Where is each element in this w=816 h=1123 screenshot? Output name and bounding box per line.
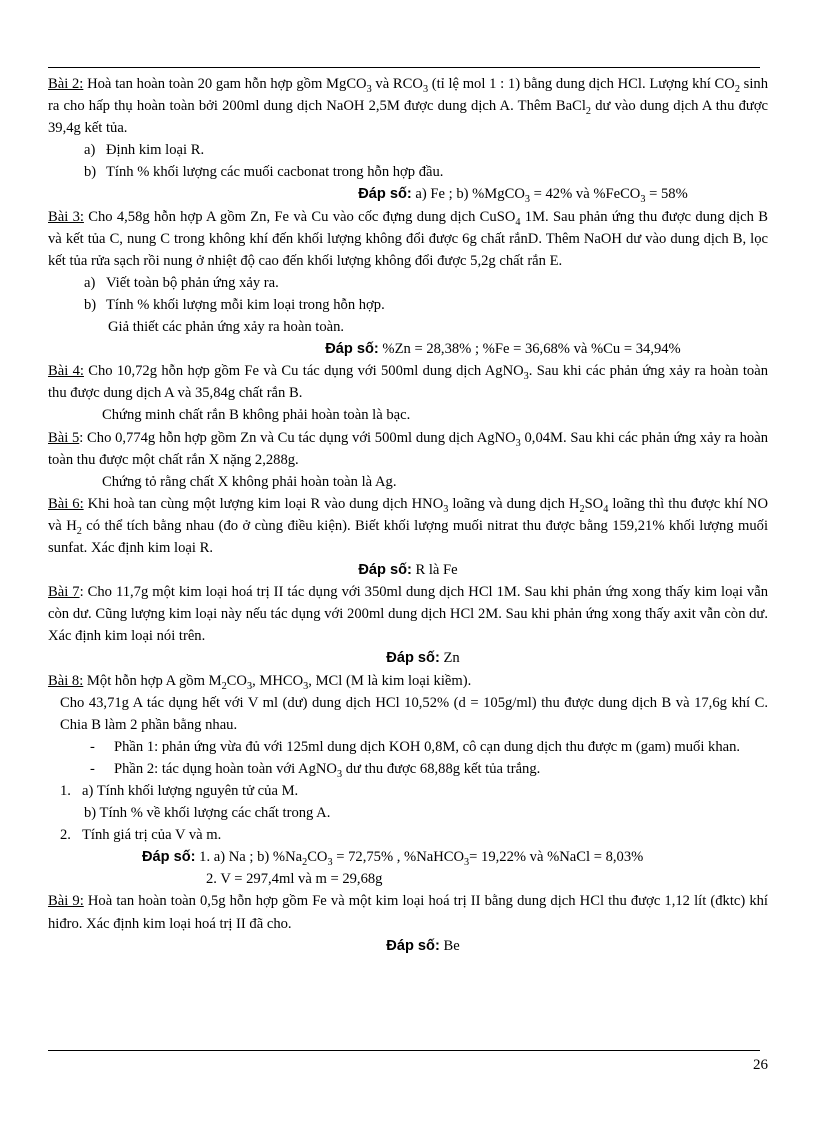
bai3-item-a (48, 272, 768, 294)
bai4-text: Cho 10,72g hỗn hợp gồm Fe và Cu tác dụng với 500ml dung dịch AgNO$_3$. Sau khi các phản ứng xảy ra hoàn toàn thu được dung dịch A và 35,84g chất rắn B. (48, 363, 768, 402)
bai6-answer-text: R là Fe (411, 562, 458, 579)
bai8-part2-dash: - (90, 760, 95, 777)
bai8-q1a-text: a) Tính khối lượng nguyên tử của M. (82, 783, 299, 799)
bai8-answer-label: Đáp số: (142, 849, 196, 866)
bai3-a-text: Viết toàn bộ phản ứng xảy ra. (106, 274, 279, 291)
bai3-answer-label: Đáp số: (325, 341, 379, 358)
bai2-item-b (48, 161, 768, 183)
bai5-prove: Chứng tỏ rằng chất X không phải hoàn toàn là Ag. (102, 473, 397, 490)
bai2-label: Bài 2: (48, 76, 84, 92)
bai8-answer1-text: 1. a) Na ; b) $\%Na_2CO_3 = 72,75\%$ , %NaHCO$_3$= 19,22% và %NaCl = 8,03% (195, 849, 644, 869)
bai8-label: Bài 8: (48, 672, 84, 689)
bai8-answer2: 2. V = 297,4ml và m = 29,68g (206, 871, 383, 888)
bai5-paragraph (48, 427, 768, 471)
bai9-text: Hoà tan hoàn toàn 0,5g hỗn hợp gồm Fe và một kim loại hoá trị II bằng dung dịch HCl thu được 1,12 lít (đktc) khí hiđro. Xác định kim loại hoá trị II đã cho. (48, 893, 768, 932)
bai9-answer (48, 935, 768, 957)
bai5-label: Bài 5 (48, 429, 80, 446)
bai8-text: Một hỗn hợp A gồm $M_2CO_3$, $MHCO_3$, MCl (M là kim loại kiềm). (83, 672, 472, 692)
bai2-item-a (48, 139, 768, 161)
bai8-q2 (48, 824, 768, 846)
header-rule (48, 67, 760, 68)
bai3-text: Cho 4,58g hỗn hợp A gồm Zn, Fe và Cu vào cốc đựng dung dịch CuSO$_4$ 1M. Sau phản ứng thu được dung dịch B và kết tủa C, nung C trong không khí đến khối lượng không đổi được 6g chất rắnD. Thêm NaOH dư vào dung dịch B, lọc kết tủa rửa sạch rồi nung ở nhiệt độ cao đến khối lượng không đổi được 5,2g chất rắn E. (48, 208, 768, 269)
bai3-answer-text: %Zn = 28,38% ; %Fe = 36,68% và %Cu = 34,94% (378, 341, 681, 358)
footer-rule (48, 1050, 760, 1051)
bai3-b-text: Tính % khối lượng mỗi kim loại trong hỗn hợp. (106, 296, 385, 313)
bai2-b-mark: b) (84, 164, 97, 181)
page-content (48, 73, 768, 957)
bai8-answer1 (48, 846, 768, 868)
bai2-answer (48, 183, 768, 205)
bai7-answer-label: Đáp số: (386, 650, 440, 667)
bai8-paragraph (48, 670, 768, 692)
bai2-a-text: Định kim loại R. (106, 142, 205, 159)
bai6-paragraph (48, 493, 768, 559)
page-number: 26 (753, 1057, 768, 1073)
bai7-paragraph (48, 581, 768, 647)
bai3-b-mark: b) (84, 296, 97, 313)
bai9-answer-text: Be (439, 937, 460, 954)
bai3-answer (48, 338, 768, 360)
bai2-answer-text: a) Fe ; b) %MgCO$_3$ = 42% và %FeCO$_3$ = 58% (411, 186, 688, 206)
bai7-label: Bài 7 (48, 584, 80, 601)
bai6-label: Bài 6: (48, 495, 84, 512)
bai2-b-text: Tính % khối lượng các muối cacbonat trong hỗn hợp đầu. (106, 164, 444, 181)
bai8-text2: Cho 43,71g A tác dụng hết với V ml (dư) dung dịch HCl 10,52% (d = 105g/ml) thu được dung dịch B và 17,6g khí C. Chia B làm 2 phần bằng nhau. (60, 694, 768, 733)
bai9-answer-label: Đáp số: (386, 937, 440, 954)
bai6-answer-label: Đáp số: (358, 562, 412, 579)
bai4-paragraph (48, 360, 768, 404)
bai8-q1b-text: b) Tính % về khối lượng các chất trong A. (84, 805, 331, 822)
bai4-prove: Chứng minh chất rắn B không phải hoàn toàn là bạc. (102, 407, 411, 424)
bai7-answer-text: Zn (439, 650, 460, 667)
bai8-q2-mark: 2. (60, 827, 71, 844)
bai3-note: Giả thiết các phản ứng xảy ra hoàn toàn. (108, 319, 345, 336)
bai8-part2 (48, 758, 768, 780)
bai3-item-b (48, 294, 768, 316)
bai8-q2-text: Tính giá trị của V và m. (82, 827, 222, 844)
bai8-part1 (48, 736, 768, 758)
bai2-a-mark: a) (84, 142, 96, 159)
bai5-text: : Cho 0,774g hỗn hợp gồm Zn và Cu tác dụng với 500ml dung dịch AgNO$_3$ 0,04M. Sau khi các phản ứng xảy ra hoàn toàn thu được một chất rắn X nặng 2,288g. (48, 429, 768, 468)
bai3-label: Bài 3: (48, 208, 84, 225)
bai8-q1 (48, 780, 768, 802)
bai4-label: Bài 4: (48, 363, 84, 380)
bai3-paragraph (48, 206, 768, 272)
bai2-text: Hoà tan hoàn toàn 20 gam hỗn hợp gồm MgCO$_3$ và $RCO_3$ (tỉ lệ mol 1 : 1) bằng dung dịch HCl. Lượng khí $CO_2$ sinh ra cho hấp thụ hoàn toàn bởi 200ml dung dịch NaOH 2,5M được dung dịch A. Thêm BaCl$_2$ dư vào dung dịch A thu được 39,4g kết tủa. (48, 76, 769, 137)
bai8-q1-mark: 1. (60, 783, 71, 799)
bai6-text: Khi hoà tan cùng một lượng kim loại R vào dung dịch $HNO_3$ loãng và dung dịch $H_2SO_4$ loãng thì thu được khí NO và $H_2$ có thể tích bằng nhau (đo ở cùng điều kiện). Biết khối lượng muối nitrat thu được bằng 159,21% khối lượng muối sunfat. Xác định kim loại R. (48, 495, 768, 556)
bai7-text: : Cho 11,7g một kim loại hoá trị II tác dụng với 350ml dung dịch HCl 1M. Sau khi phản ứng xong thấy kim loại vẫn còn dư. Cũng lượng kim loại này nếu tác dụng với 200ml dung dịch HCl 2M. Sau khi phản ứng xong thấy axit vẫn còn dư. Xác định kim loại nói trên. (48, 584, 768, 645)
bai2-paragraph (48, 73, 768, 139)
bai8-part2-text: Phần 2: tác dụng hoàn toàn với AgNO$_3$ dư thu được 68,88g kết tủa trắng. (114, 760, 541, 780)
bai6-answer (48, 559, 768, 581)
bai8-part1-text: Phần 1: phản ứng vừa đủ với 125ml dung dịch KOH 0,8M, cô cạn dung dịch thu được m (gam) muối khan. (114, 738, 741, 755)
bai9-label: Bài 9: (48, 893, 84, 910)
bai3-a-mark: a) (84, 274, 96, 291)
bai8-part1-dash: - (90, 738, 95, 755)
bai7-answer (48, 647, 768, 669)
bai2-answer-label: Đáp số: (358, 186, 412, 203)
bai9-paragraph (48, 890, 768, 934)
